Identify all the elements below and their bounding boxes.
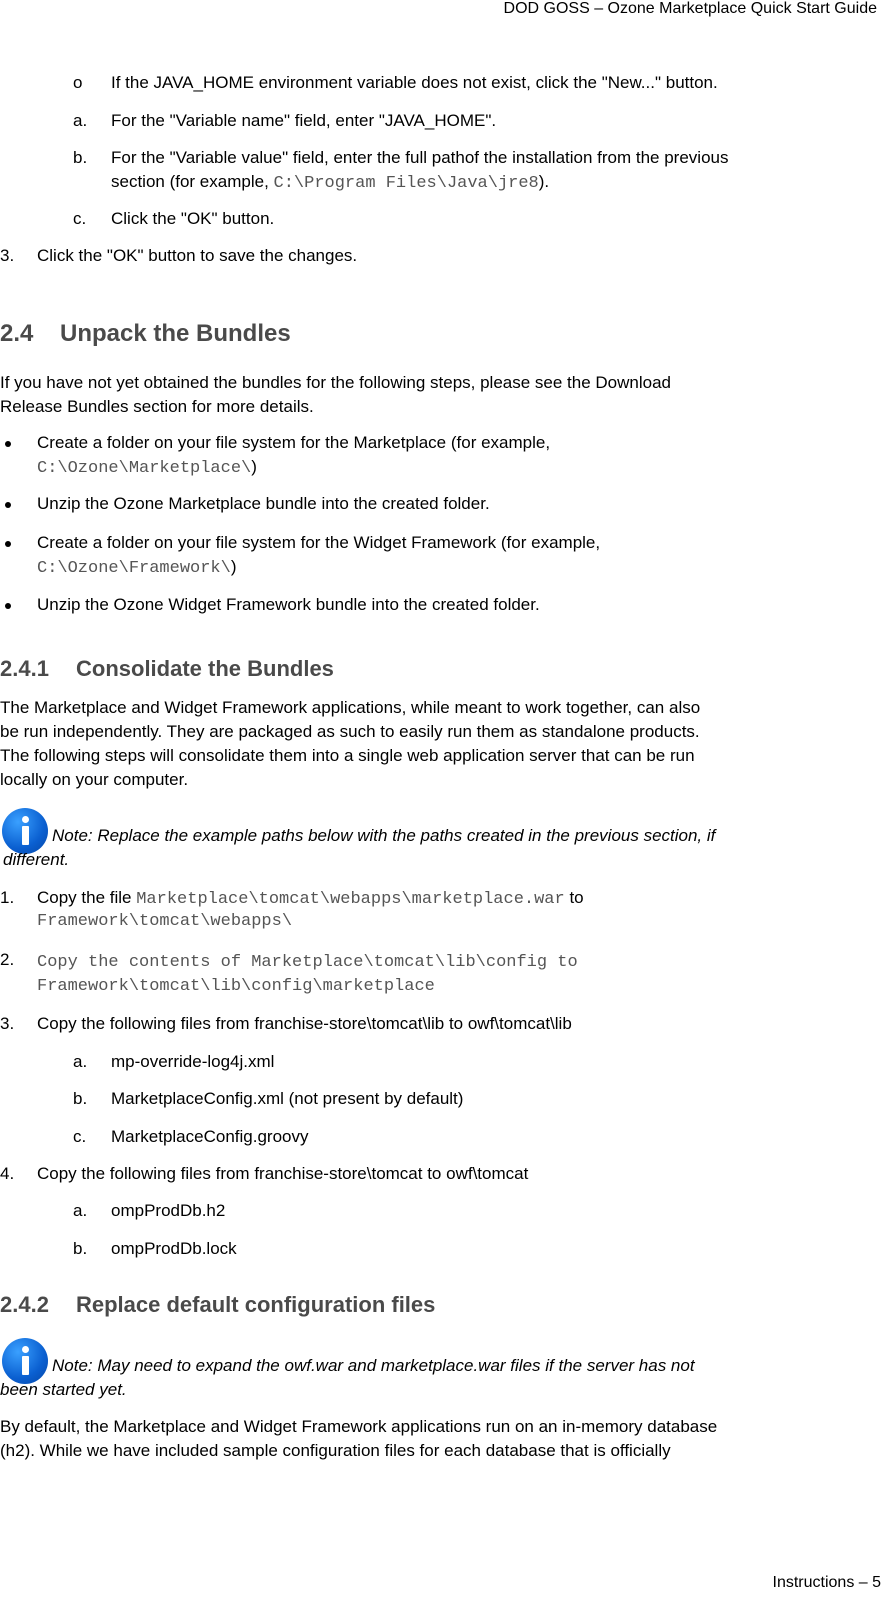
list-marker: b. <box>73 148 88 167</box>
section-heading-number: 2.4 <box>0 320 34 347</box>
bullet-item-continuation <box>37 457 257 478</box>
list-item: For the "Variable value" field, enter the full pathof the installation from the previous <box>111 148 729 167</box>
bullet-item: Create a folder on your file system for the Marketplace (for example, <box>37 433 551 452</box>
list-marker: b. <box>73 1089 88 1108</box>
list-item: If the JAVA_HOME environment variable does not exist, click the "New..." button. <box>111 73 718 92</box>
paragraph-line: (h2). While we have included sample configuration files for each database that is officially <box>0 1441 671 1460</box>
list-item: MarketplaceConfig.groovy <box>111 1127 309 1146</box>
paragraph-line: The following steps will consolidate them into a single web application server that can be run <box>0 746 695 765</box>
code-path: C:\Ozone\Framework\ <box>37 559 231 578</box>
text: Copy the file <box>37 888 137 907</box>
note-text: Note: May need to expand the owf.war and marketplace.war files if the server has not <box>52 1356 695 1375</box>
bullet-item: Create a folder on your file system for the Widget Framework (for example, <box>37 533 601 552</box>
bullet-icon <box>5 541 11 547</box>
list-item: mp-override-log4j.xml <box>111 1052 275 1071</box>
list-marker: 3. <box>0 246 15 265</box>
list-marker: 3. <box>0 1014 15 1033</box>
list-marker: a. <box>73 1201 88 1220</box>
code-path: C:\Program Files\Java\jre8 <box>273 174 539 193</box>
list-item <box>37 888 584 909</box>
text: ). <box>538 172 550 191</box>
text: section (for example, <box>111 172 274 191</box>
list-item: For the "Variable name" field, enter "JAVA_HOME". <box>111 111 497 130</box>
list-marker: b. <box>73 1239 88 1258</box>
list-item: Copy the following files from franchise-store\tomcat\lib to owf\tomcat\lib <box>37 1014 572 1033</box>
list-item-continuation <box>111 172 549 193</box>
code-path: Framework\tomcat\lib\config\marketplace <box>37 977 435 996</box>
bullet-icon <box>5 603 11 609</box>
list-item: Click the "OK" button. <box>111 209 275 228</box>
paragraph-line: be run independently. They are packaged as such to easily run them as standalone products. <box>0 722 700 741</box>
section-heading: Unpack the Bundles <box>60 320 291 347</box>
note-text: different. <box>3 850 70 869</box>
bullet-icon <box>5 441 11 447</box>
list-marker: a. <box>73 1052 88 1071</box>
paragraph-line: Release Bundles section for more details. <box>0 397 314 416</box>
paragraph-line: The Marketplace and Widget Framework applications, while meant to work together, can also <box>0 698 701 717</box>
subsection-heading: Replace default configuration files <box>76 1292 436 1317</box>
page-header: DOD GOSS – Ozone Marketplace Quick Start Guide <box>503 0 877 17</box>
info-icon <box>2 1338 48 1384</box>
paragraph-line: By default, the Marketplace and Widget Framework applications run on an in-memory database <box>0 1417 718 1436</box>
list-marker: 2. <box>0 950 15 969</box>
code-path: Framework\tomcat\webapps\ <box>37 912 293 931</box>
text: ) <box>230 557 237 576</box>
list-marker: a. <box>73 111 88 130</box>
list-marker: 1. <box>0 888 15 907</box>
bullet-icon <box>5 502 11 508</box>
code-path: Copy the contents of Marketplace\tomcat\lib\config to <box>37 953 578 972</box>
note-text: Note: Replace the example paths below with the paths created in the previous section, if <box>52 826 716 845</box>
page-footer: Instructions – 5 <box>772 1574 881 1591</box>
subsection-heading: Consolidate the Bundles <box>76 656 334 681</box>
list-marker: c. <box>73 209 87 228</box>
list-item: MarketplaceConfig.xml (not present by default) <box>111 1089 464 1108</box>
text: to <box>564 888 584 907</box>
bullet-item: Unzip the Ozone Marketplace bundle into the created folder. <box>37 494 490 513</box>
text: ) <box>251 457 257 476</box>
bullet-item: Unzip the Ozone Widget Framework bundle into the created folder. <box>37 595 540 614</box>
bullet-item-continuation <box>37 557 237 578</box>
list-marker: c. <box>73 1127 87 1146</box>
note-text: been started yet. <box>0 1380 127 1399</box>
list-item: Copy the following files from franchise-store\tomcat to owf\tomcat <box>37 1164 529 1183</box>
paragraph-line: locally on your computer. <box>0 770 189 789</box>
list-marker: o <box>73 73 83 92</box>
code-path: C:\Ozone\Marketplace\ <box>37 459 252 478</box>
list-marker: 4. <box>0 1164 15 1183</box>
subsection-heading-number: 2.4.2 <box>0 1292 49 1317</box>
list-item: Click the "OK" button to save the changes. <box>37 246 358 265</box>
code-path: Marketplace\tomcat\webapps\marketplace.war <box>136 890 565 909</box>
paragraph-line: If you have not yet obtained the bundles for the following steps, please see the Download <box>0 373 672 392</box>
list-item: ompProdDb.h2 <box>111 1201 226 1220</box>
subsection-heading-number: 2.4.1 <box>0 656 49 681</box>
list-item: ompProdDb.lock <box>111 1239 237 1258</box>
info-icon <box>2 808 48 854</box>
